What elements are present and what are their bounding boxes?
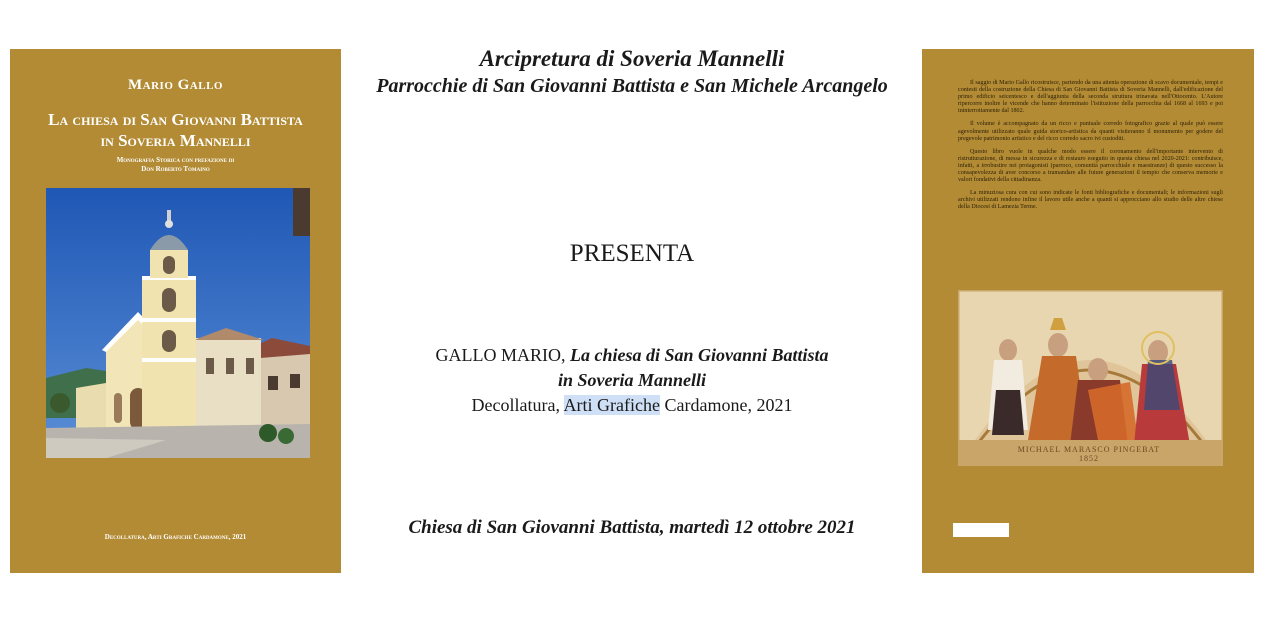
barcode-label: [953, 523, 1009, 537]
front-cover: [10, 49, 341, 573]
cover-author: Mario Gallo: [128, 77, 223, 93]
citation-line1: [341, 343, 923, 368]
header-title: Arcipretura di Soveria Mannelli: [479, 46, 785, 71]
presenta-label: PRESENTA: [569, 240, 695, 267]
fresco-image: [958, 290, 1223, 466]
church-photo: [46, 188, 310, 458]
back-cover: [922, 49, 1254, 573]
back-paragraph: Questo libro vuole in qualche modo essere il coronamento dell'importante intervento di ristrutturazione, di messa in sicurezza e di restauro eseguito in questa chiesa nel 2020-2021: contribuisce, infatti, a irrobustire nei protagonisti (parroco, comunità parrocchiale e maestranze) di questo successo la consapevolezza di aver concorso a tramandare alle future generazioni il tempio che conserva memorie e valori fondativi della cittadinanza.: [958, 148, 1223, 184]
cover-title: [18, 109, 333, 151]
header: [341, 44, 923, 100]
cover-title-line1: La chiesa di San Giovanni Battista: [48, 110, 303, 129]
cover-subtitle-line1: Monografia Storica con prefazione di: [116, 156, 235, 164]
citation-title-line2: in Soveria Mannelli: [557, 370, 707, 390]
citation-line3: [341, 393, 923, 418]
back-cover-text: [958, 80, 1223, 218]
fresco-caption: MICHAEL MARASCO PINGEBAT 1852: [1017, 445, 1161, 463]
cover-subtitle: [50, 156, 301, 174]
citation-title-line1: La chiesa di San Giovanni Battista: [569, 345, 829, 365]
selected-text[interactable]: Arti Grafiche: [563, 395, 660, 415]
citation-place: Decollatura,: [471, 395, 564, 415]
cover-title-line2: in Soveria Mannelli: [100, 131, 251, 150]
back-paragraph: La minuziosa cura con cui sono indicate le fonti bibliografiche e documentali; le informazioni sugli archivi utilizzati rendono infine il lavoro utile anche a quanti si approcciano allo studio delle altre chiese della Diocesi di Lamezia Terme.: [958, 190, 1223, 211]
cover-publisher: Decollatura, Arti Grafiche Cardamone, 2021: [104, 533, 247, 541]
back-paragraph: Il volume è accompagnato da un ricco e puntuale corredo fotografico grazie al quale può essere agevolmente utilizzato quale guida storico-artistica da quanti visiteranno il monumento per godere del pregevole patrimonio artistico e del ricco corredo sacro ivi custoditi.: [958, 121, 1223, 142]
header-subtitle: Parrocchie di San Giovanni Battista e San Michele Arcangelo: [376, 75, 888, 97]
citation-author: GALLO MARIO,: [435, 345, 570, 365]
back-paragraph: Il saggio di Mario Gallo ricostruisce, partendo da una attenta operazione di scavo documentale, tempi e contesti della costruzione della Chiesa di San Giovanni Battista di Soveria Mannelli, dall'edificazione del primo edificio seicentesco e dell'aggiunta della seconda struttura trinavata nell'Ottocento. L'Autore ripercorre inoltre le vicende che hanno determinato l'istituzione della parrocchia dal 1668 al 1693 e poi ininterrottamente dal 1802.: [958, 80, 1223, 115]
citation-publisher-rest: Cardamone, 2021: [659, 395, 793, 415]
event-info: Chiesa di San Giovanni Battista, martedì 12 ottobre 2021: [408, 517, 856, 538]
book-citation: [341, 343, 923, 418]
cover-subtitle-line2: Don Roberto Tomaino: [141, 165, 210, 173]
